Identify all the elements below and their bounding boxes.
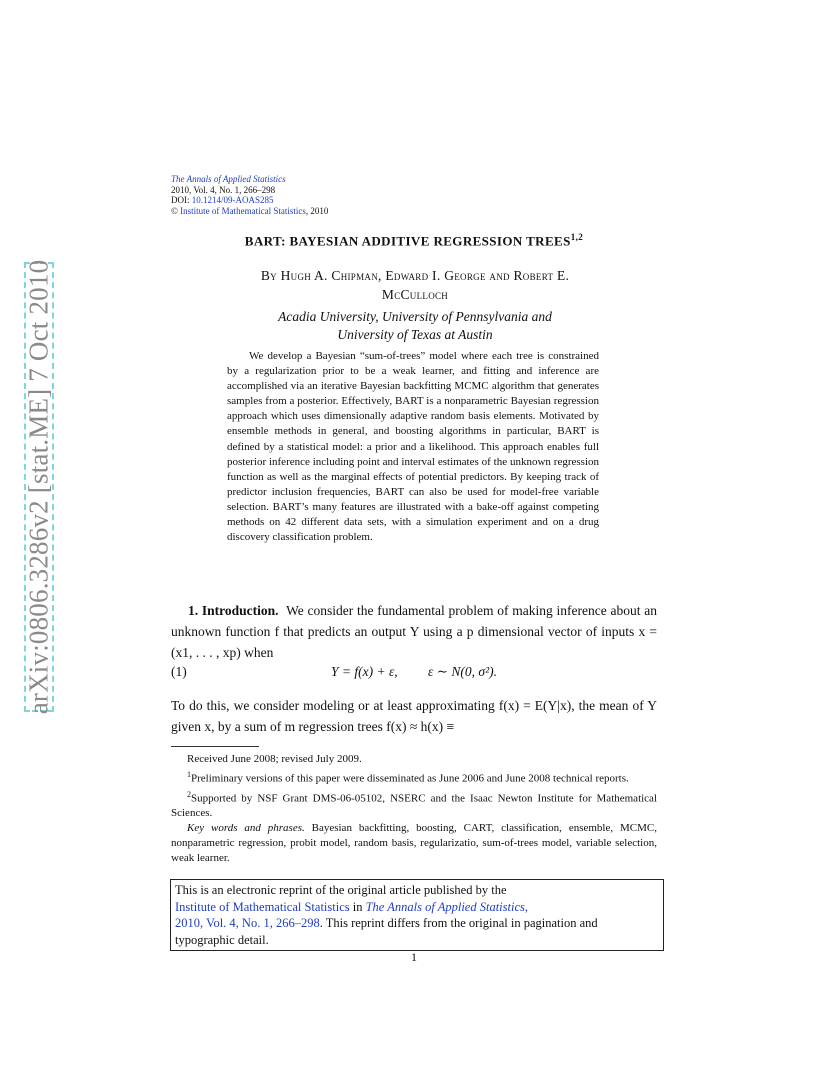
journal-masthead <box>171 174 328 216</box>
equation-number[interactable]: (1) <box>171 664 187 679</box>
introduction-continuation: To do this, we consider modeling or at least approximating f(x) = E(Y|x), the mean of Y given x, by a sum of m regression trees f(x) ≈ h(x) ≡ <box>171 698 657 734</box>
reprint-suffix: . This reprint differs from the original in pagination and typographic detail. <box>175 916 598 947</box>
paper-title-text: BART: BAYESIAN ADDITIVE REGRESSION TREES <box>244 233 571 249</box>
reprint-prefix: This is an electronic reprint of the original article published by the <box>175 883 507 897</box>
reprint-notice <box>170 879 664 951</box>
intro-text: We consider the fundamental problem of making inference about an unknown function f that predicts an output Y using a p dimensional vector of inputs x = (x1, . . . , xp) when <box>171 603 657 660</box>
reprint-journal-link[interactable]: The Annals of Applied Statistics <box>365 899 525 914</box>
reprint-comma: , <box>524 899 528 914</box>
journal-name-link[interactable]: The Annals of Applied Statistics <box>171 174 286 184</box>
equation-left: Y = f(x) + ε, <box>331 664 398 679</box>
page-number: 1 <box>411 950 417 964</box>
section-heading: 1. Introduction. <box>188 603 279 618</box>
author-line-1: By Hugh A. Chipman, Edward I. George and Robert E. <box>260 268 570 283</box>
copyright-year: , 2010 <box>305 205 329 216</box>
reprint-publisher-link[interactable]: Institute of Mathematical Statistics <box>175 899 350 914</box>
footnote-1-mark: 1 <box>187 770 191 779</box>
doi-link[interactable]: 10.1214/09-AOAS285 <box>191 195 274 205</box>
author-line-2: McCulloch <box>381 287 449 302</box>
publisher-link[interactable]: Institute of Mathematical Statistics <box>180 205 306 216</box>
received-note: Received June 2008; revised July 2009. <box>187 753 362 765</box>
affiliation-line-2: University of Texas at Austin <box>337 327 493 342</box>
reprint-in: in <box>349 899 366 914</box>
keywords-text: Bayesian backfitting, boosting, CART, classification, ensemble, MCMC, nonparametric regression, probit model, random basis, regularizatio, sum-of-trees model, variable selection, weak learner. <box>171 822 657 865</box>
footnote-1-text: Preliminary versions of this paper were disseminated as June 2006 and June 2008 technical reports. <box>191 772 629 785</box>
reprint-volume-link[interactable]: 2010, Vol. 4, No. 1, 266–298 <box>175 916 320 930</box>
copyright-icon: © <box>171 205 178 216</box>
footnote-2-mark: 2 <box>187 789 191 799</box>
introduction-paragraph <box>171 600 657 663</box>
author-list <box>190 266 640 304</box>
footnotes <box>171 752 657 866</box>
keywords <box>171 821 657 866</box>
arxiv-identifier-stamp <box>23 259 54 715</box>
equation-1 <box>171 664 657 684</box>
title-footnote-marks[interactable]: 1,2 <box>570 232 584 242</box>
keywords-label: Key words and phrases. <box>187 822 305 835</box>
footnote-1 <box>171 767 657 787</box>
affiliation-line-1: Acadia University, University of Pennsylvania and <box>278 309 552 324</box>
doi-label: DOI: <box>171 195 190 205</box>
equation-body <box>171 664 657 680</box>
author-affiliation <box>190 308 640 344</box>
footnote-2 <box>171 787 657 822</box>
equation-right: ε ∼ N(0, σ²). <box>428 664 497 679</box>
volume-line: 2010, Vol. 4, No. 1, 266–298 <box>171 184 276 195</box>
footnote-2-text: Supported by NSF Grant DMS-06-05102, NSERC and the Isaac Newton Institute for Mathematical Sciences. <box>171 792 657 820</box>
footnote-rule <box>171 746 259 747</box>
paper-title <box>0 232 828 249</box>
arxiv-identifier-text: arXiv:0806.3286v2 [stat.ME] 7 Oct 2010 <box>23 259 54 715</box>
abstract: We develop a Bayesian “sum-of-trees” model where each tree is constrained by a regularization prior to be a weak learner, and fitting and inference are accomplished via an iterative Bayesian backfitting MCMC algorithm that generates samples from a posterior. Effectively, BART is a nonparametric Bayesian regression approach which uses dimensionally adaptive random basis elements. Motivated by ensemble methods in general, and boosting algorithms in particular, BART is defined by a statistical model: a prior and a likelihood. This approach enables full posterior inference including point and interval estimates of the unknown regression function as well as the marginal effects of potential predictors. By keeping track of predictor inclusion frequencies, BART can also be used for model-free variable selection. BART’s many features are illustrated with a bake-off against competing methods on 42 different data sets, with a simulation experiment and on a drug discovery classification problem. <box>227 350 599 544</box>
